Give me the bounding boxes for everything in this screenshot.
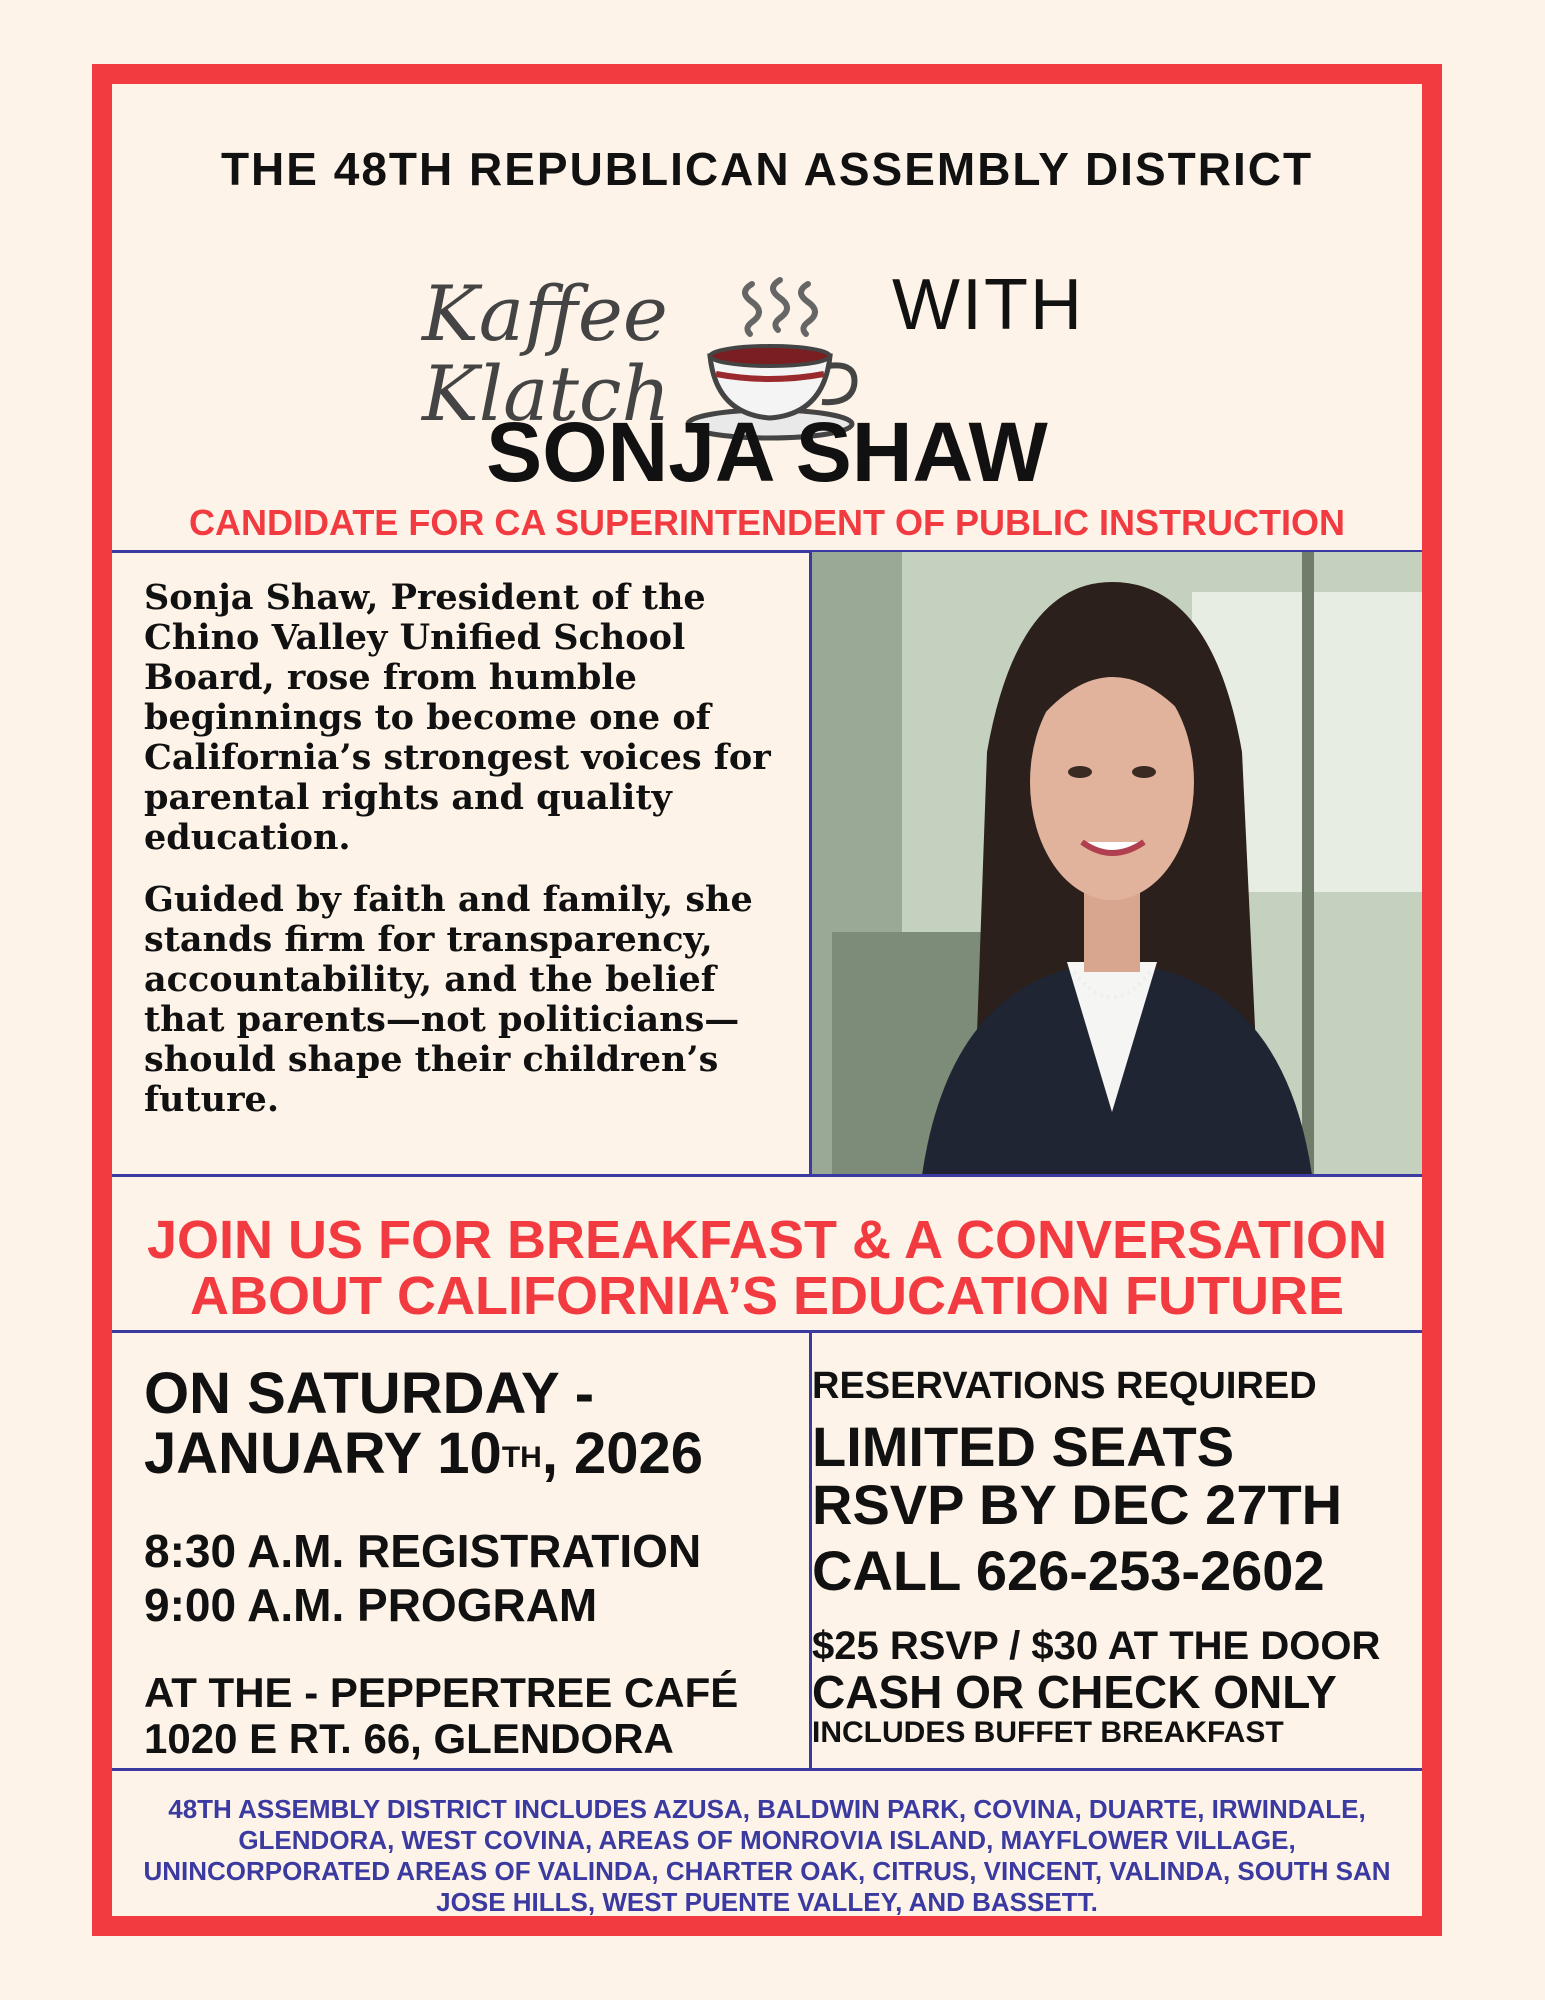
- event-details: [144, 1361, 764, 1762]
- logo-word-klatch: Klatch: [422, 349, 671, 438]
- district-areas: 48TH ASSEMBLY DISTRICT INCLUDES AZUSA, BALDWIN PARK, COVINA, DUARTE, IRWINDALE, GLENDORA, WEST COVINA, AREAS OF MONROVIA ISLAND, MAYFLOWER VILLAGE, UNINCORPORATED AREAS OF VALINDA, CHARTER OAK, CITRUS, VINCENT, VALINDA, SOUTH SAN JOSE HILLS, WEST PUENTE VALLEY, AND BASSETT.: [143, 1794, 1391, 1917]
- limited-seats-text: LIMITED SEATS: [812, 1415, 1235, 1478]
- bio-text: [144, 578, 904, 1142]
- rsvp-deadline: RSVP BY DEC 27TH: [812, 1473, 1343, 1536]
- candidate-name: SONJA SHAW: [486, 405, 1048, 499]
- invitation-headline: [112, 1212, 1422, 1324]
- flyer-content: [112, 84, 1422, 1916]
- event-date-year: , 2026: [541, 1421, 704, 1486]
- candidate-office: CANDIDATE FOR CA SUPERINTENDENT OF PUBLIC INSTRUCTION: [189, 502, 1345, 543]
- bio-paragraph-1: Sonja Shaw, President of the Chino Valley Unified School Board, rose from humble beginnings to become one of California’s strongest voices for parental rights and quality education.: [144, 577, 771, 858]
- candidate-photo: [812, 552, 1422, 1175]
- ticket-price: $25 RSVP / $30 AT THE DOOR: [812, 1624, 1381, 1668]
- bio-paragraph-2: Guided by faith and family, she stands firm for transparency, accountability, and the belief that parents—not politicians—should shape their children’s future.: [144, 879, 753, 1120]
- event-times: [144, 1524, 764, 1632]
- event-date-line-1: ON SATURDAY -: [144, 1361, 595, 1426]
- limited-seats: [812, 1415, 1402, 1536]
- payment-method: CASH OR CHECK ONLY: [812, 1666, 1337, 1718]
- event-date: [144, 1361, 764, 1486]
- district-title: THE 48TH REPUBLICAN ASSEMBLY DISTRICT: [220, 143, 1314, 195]
- divider-footer: [112, 1768, 1422, 1771]
- event-venue: [144, 1670, 764, 1762]
- logo-word-kaffee: Kaffee: [422, 269, 668, 358]
- flyer-frame: [92, 64, 1442, 1936]
- venue-name: AT THE - PEPPERTREE CAFÉ: [144, 1669, 739, 1716]
- candidate-photo-illustration: [812, 552, 1422, 1175]
- event-date-ordinal: TH: [501, 1441, 542, 1474]
- rsvp-phone: CALL 626-253-2602: [812, 1539, 1325, 1602]
- divider-event: [112, 1330, 1422, 1333]
- event-date-month-day: JANUARY 10: [144, 1421, 502, 1486]
- invitation-line-2: ABOUT CALIFORNIA’S EDUCATION FUTURE: [190, 1266, 1344, 1326]
- registration-time: 8:30 A.M. REGISTRATION: [144, 1525, 702, 1577]
- invitation-line-1: JOIN US FOR BREAKFAST & A CONVERSATION: [146, 1210, 1388, 1270]
- includes-breakfast: INCLUDES BUFFET BREAKFAST: [812, 1716, 1284, 1749]
- with-text: WITH: [892, 265, 1084, 345]
- divider-middle: [112, 1174, 1422, 1177]
- event-date-line-2: [144, 1421, 764, 1486]
- program-time: 9:00 A.M. PROGRAM: [144, 1579, 598, 1631]
- venue-address: 1020 E RT. 66, GLENDORA: [144, 1715, 674, 1762]
- reservations-required: RESERVATIONS REQUIRED: [812, 1365, 1317, 1407]
- rsvp-details: [812, 1364, 1402, 1750]
